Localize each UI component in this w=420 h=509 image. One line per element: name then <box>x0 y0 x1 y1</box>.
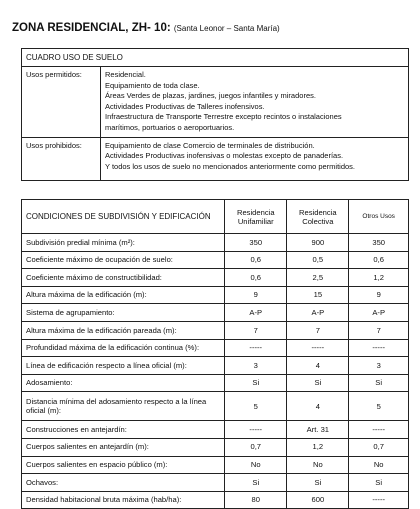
permitted-uses-row <box>22 67 409 138</box>
value-colectiva: 7 <box>287 321 349 339</box>
table-row <box>22 339 409 357</box>
value-unifamiliar: 0,6 <box>225 251 287 269</box>
value-colectiva: 600 <box>287 491 349 509</box>
conditions-heading: CONDICIONES DE SUBDIVISIÓN Y EDIFICACIÓN <box>22 200 225 234</box>
condition-label: Densidad habitacional bruta máxima (hab/ha): <box>22 491 225 509</box>
value-unifamiliar: 3 <box>225 357 287 375</box>
value-otros-usos: 9 <box>349 286 409 304</box>
value-unifamiliar: A-P <box>225 304 287 322</box>
table-row <box>22 456 409 474</box>
table-row <box>22 251 409 269</box>
table-row <box>22 491 409 509</box>
table-row <box>22 304 409 322</box>
value-otros-usos: 350 <box>349 234 409 252</box>
land-use-heading: CUADRO USO DE SUELO <box>22 49 409 67</box>
permitted-use-item: Actividades Productivas de Talleres inofensivos. <box>105 101 265 111</box>
permitted-use-item: Residencial. <box>105 70 146 79</box>
condition-label: Línea de edificación respecto a línea oficial (m): <box>22 357 225 375</box>
value-otros-usos: 0,7 <box>349 438 409 456</box>
value-otros-usos: ----- <box>349 491 409 509</box>
value-colectiva: 1,2 <box>287 438 349 456</box>
conditions-table <box>21 199 409 509</box>
prohibited-uses-label: Usos prohibidos: <box>22 137 101 180</box>
value-otros-usos: ----- <box>349 339 409 357</box>
value-otros-usos: ----- <box>349 421 409 439</box>
value-colectiva: Si <box>287 474 349 492</box>
zone-title: ZONA RESIDENCIAL, ZH- 10: <box>12 22 171 34</box>
value-colectiva: ----- <box>287 339 349 357</box>
prohibited-use-item: Y todos los usos de suelo no mencionados anteriormente como permitidos. <box>105 161 356 171</box>
value-otros-usos: Si <box>349 474 409 492</box>
value-unifamiliar: 7 <box>225 321 287 339</box>
permitted-uses-label: Usos permitidos: <box>22 67 101 138</box>
condition-label: Coeficiente máximo de ocupación de suelo: <box>22 251 225 269</box>
condition-label: Ochavos: <box>22 474 225 492</box>
value-unifamiliar: ----- <box>225 339 287 357</box>
value-colectiva: 900 <box>287 234 349 252</box>
zone-subtitle: (Santa Leonor – Santa María) <box>173 24 280 33</box>
table-row <box>22 269 409 287</box>
value-unifamiliar: 350 <box>225 234 287 252</box>
value-otros-usos: 1,2 <box>349 269 409 287</box>
page-title <box>12 22 412 34</box>
value-unifamiliar: Si <box>225 474 287 492</box>
condition-label: Adosamiento: <box>22 374 225 392</box>
prohibited-uses-list <box>101 137 409 180</box>
conditions-header-row <box>22 200 409 234</box>
table-row <box>22 438 409 456</box>
condition-label: Construcciones en antejardín: <box>22 421 225 439</box>
table-row <box>22 474 409 492</box>
prohibited-uses-row <box>22 137 409 180</box>
value-colectiva: No <box>287 456 349 474</box>
value-otros-usos: Si <box>349 374 409 392</box>
table-row <box>22 357 409 375</box>
value-colectiva: Si <box>287 374 349 392</box>
value-otros-usos: 0,6 <box>349 251 409 269</box>
prohibited-use-item: Equipamiento de clase Comercio de terminales de distribución. <box>105 140 315 150</box>
value-otros-usos: 7 <box>349 321 409 339</box>
table-row <box>22 286 409 304</box>
value-unifamiliar: ----- <box>225 421 287 439</box>
value-colectiva: 2,5 <box>287 269 349 287</box>
value-colectiva: Art. 31 <box>287 421 349 439</box>
value-colectiva: 4 <box>287 392 349 421</box>
value-unifamiliar: Si <box>225 374 287 392</box>
permitted-use-item: Equipamiento de toda clase. <box>105 80 200 90</box>
value-unifamiliar: 9 <box>225 286 287 304</box>
table-row <box>22 421 409 439</box>
value-unifamiliar: 80 <box>225 491 287 509</box>
value-otros-usos: 3 <box>349 357 409 375</box>
permitted-uses-list <box>101 67 409 138</box>
permitted-use-item: Áreas Verdes de plazas, jardines, juegos infantiles y miradores. <box>105 91 316 101</box>
value-otros-usos: No <box>349 456 409 474</box>
condition-label: Distancia mínima del adosamiento respecto a la línea oficial (m): <box>22 392 225 421</box>
table-row <box>22 392 409 421</box>
value-colectiva: 4 <box>287 357 349 375</box>
table-row <box>22 374 409 392</box>
value-unifamiliar: 0,7 <box>225 438 287 456</box>
column-header-otros-usos: Otros Usos <box>349 200 409 234</box>
column-header-unifamiliar: Residencia Unifamiliar <box>225 200 287 234</box>
condition-label: Subdivisión predial mínima (m²): <box>22 234 225 252</box>
condition-label: Cuerpos salientes en antejardín (m): <box>22 438 225 456</box>
permitted-use-item: Infraestructura de Transporte Terrestre excepto recintos o instalaciones <box>105 112 342 122</box>
conditions-body <box>22 234 409 509</box>
value-otros-usos: 5 <box>349 392 409 421</box>
condition-label: Coeficiente máximo de constructibilidad: <box>22 269 225 287</box>
table-row <box>22 321 409 339</box>
prohibited-use-item: Actividades Productivas inofensivas o molestas excepto de panaderías. <box>105 151 344 161</box>
condition-label: Altura máxima de la edificación (m): <box>22 286 225 304</box>
condition-label: Sistema de agrupamiento: <box>22 304 225 322</box>
value-colectiva: 15 <box>287 286 349 304</box>
value-unifamiliar: No <box>225 456 287 474</box>
land-use-table <box>21 48 409 181</box>
value-unifamiliar: 5 <box>225 392 287 421</box>
condition-label: Altura máxima de la edificación pareada (m): <box>22 321 225 339</box>
permitted-use-item: marítimos, portuarios o aeroportuarios. <box>105 122 235 132</box>
value-colectiva: 0,5 <box>287 251 349 269</box>
table-row <box>22 234 409 252</box>
value-otros-usos: A-P <box>349 304 409 322</box>
condition-label: Profundidad máxima de la edificación continua (%): <box>22 339 225 357</box>
value-unifamiliar: 0,6 <box>225 269 287 287</box>
condition-label: Cuerpos salientes en espacio público (m): <box>22 456 225 474</box>
value-colectiva: A-P <box>287 304 349 322</box>
column-header-colectiva: Residencia Colectiva <box>287 200 349 234</box>
